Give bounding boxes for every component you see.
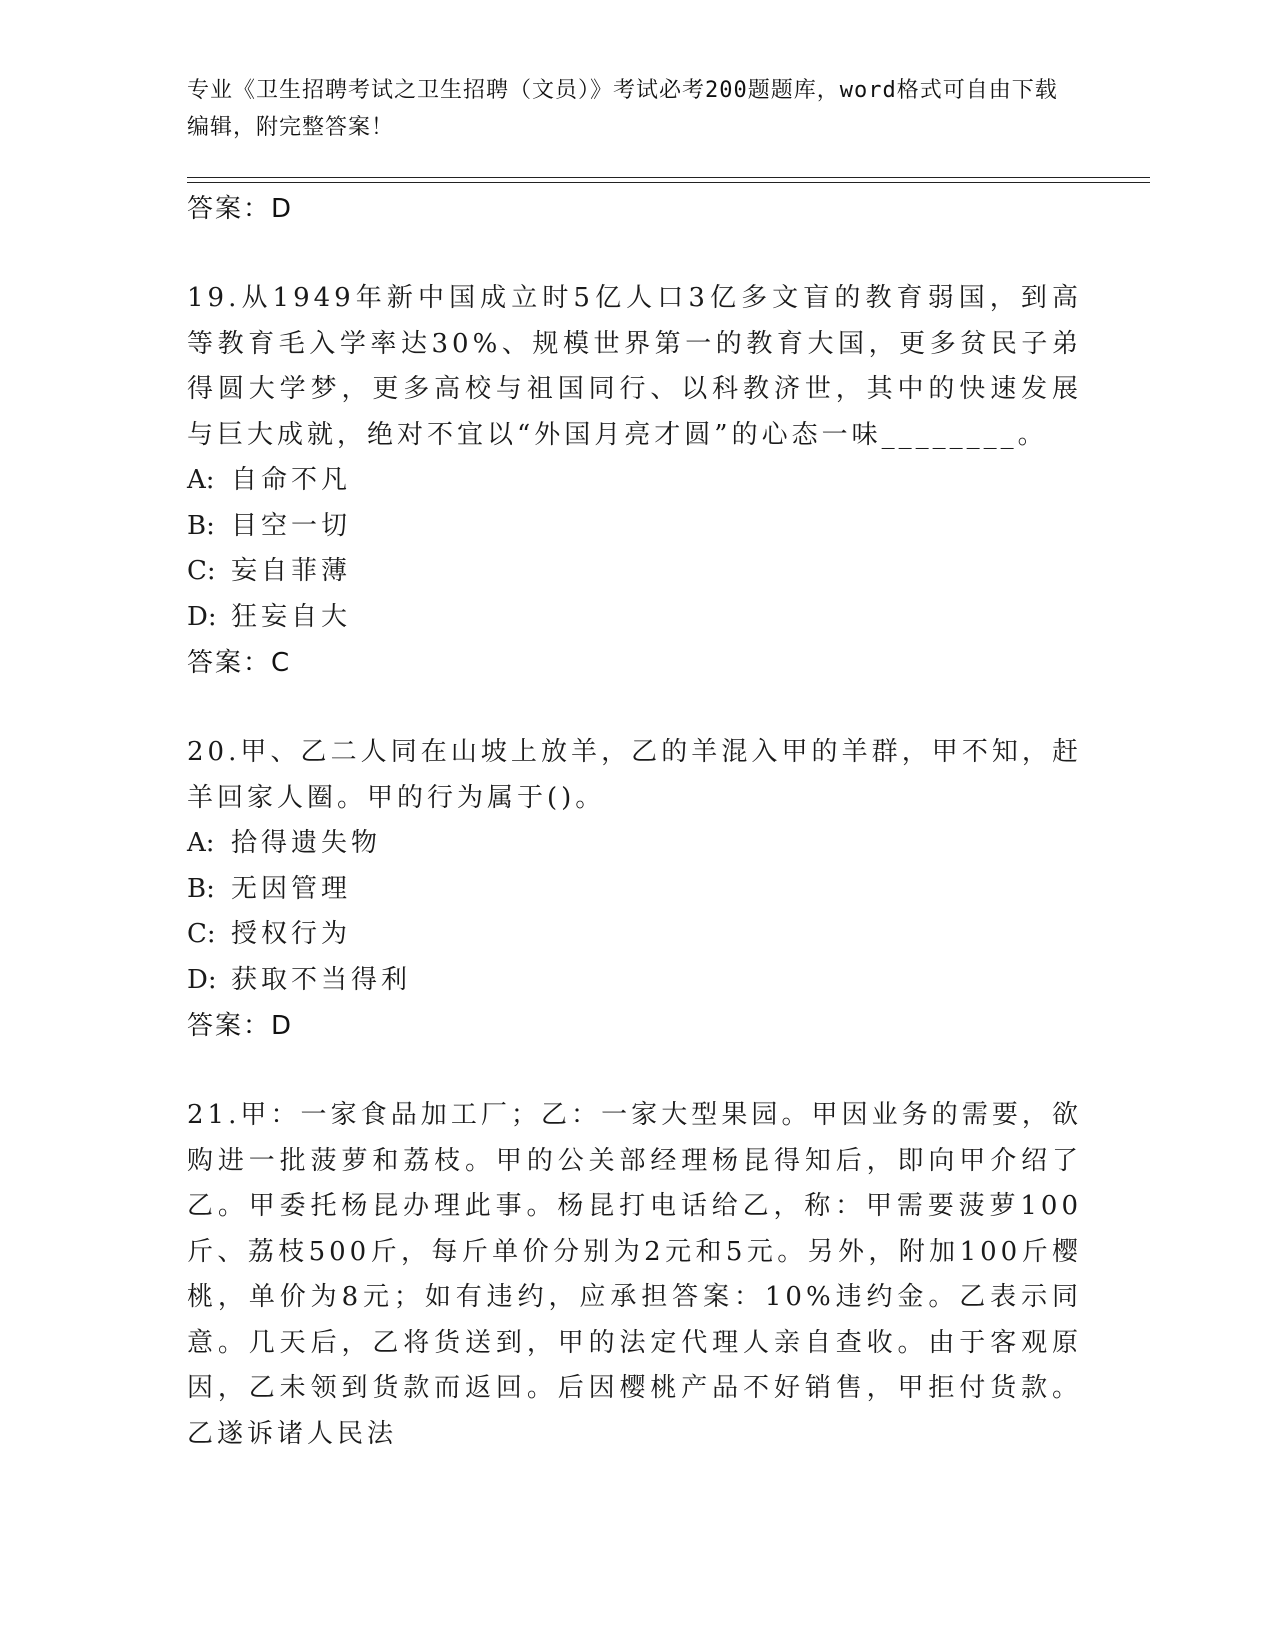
question-text: 21.甲：一家食品加工厂；乙：一家大型果园。甲因业务的需要，欲购进一批菠萝和荔枝。甲的公关部经理杨昆得知后，即向甲介绍了乙。甲委托杨昆办理此事。杨昆打电话给乙，称：甲需要菠萝100斤、荔枝500斤，每斤单价分别为2元和5元。另外，附加100斤樱桃，单价为8元；如有违约，应承担答案：10%违约金。乙表示同意。几天后，乙将货送到，甲的法定代理人亲自查收。由于客观原因，乙未领到货款而返回。后因樱桃产品不好销售，甲拒付货款。乙遂诉诸人民法 [187,1100,1082,1449]
option-key: A: [187,465,215,495]
option-label: 获取不当得利 [231,964,412,995]
option-a [187,458,1082,504]
answer-line: 答案：D [187,194,294,224]
option-label: 目空一切 [231,510,352,541]
page-header: 专业《卫生招聘考试之卫生招聘（文员）》考试必考200题题库，word格式可自由下载编辑，附完整答案！ [187,78,1058,140]
option-d [187,958,1082,1004]
option-key: A: [187,828,215,858]
answer-line: 答案：C [187,648,292,678]
option-key: D: [187,601,217,632]
answer-line: 答案：D [187,1011,294,1041]
option-b [187,504,1082,550]
option-label: 拾得遗失物 [231,828,382,858]
option-key: C: [187,919,216,949]
option-label: 狂妄自大 [231,601,352,632]
question-19 [187,276,1082,686]
option-label: 自命不凡 [231,465,352,495]
option-c [187,912,1082,958]
question-21 [187,1093,1082,1457]
header-rule-bottom [187,182,1150,183]
option-c [187,549,1082,595]
header-rule-top [187,177,1150,178]
option-key: B: [187,510,215,541]
question-content [187,186,1082,1457]
question-text: 20.甲、乙二人同在山坡上放羊，乙的羊混入甲的羊群，甲不知，赶羊回家人圈。甲的行为属于()。 [187,737,1082,813]
option-key: B: [187,873,215,904]
option-a [187,821,1082,867]
option-b [187,867,1082,913]
option-label: 授权行为 [231,919,352,949]
option-label: 妄自菲薄 [231,556,352,586]
option-d [187,595,1082,641]
option-key: D: [187,964,217,995]
question-text: 19.从1949年新中国成立时5亿人口3亿多文盲的教育弱国，到高等教育毛入学率达30%、规模世界第一的教育大国，更多贫民子弟得圆大学梦，更多高校与祖国同行、以科教济世，其中的快速发展与巨大成就，绝对不宜以“外国月亮才圆”的心态一味________。 [187,283,1082,450]
option-label: 无因管理 [231,873,352,904]
question-20 [187,730,1082,1049]
option-key: C: [187,556,216,586]
